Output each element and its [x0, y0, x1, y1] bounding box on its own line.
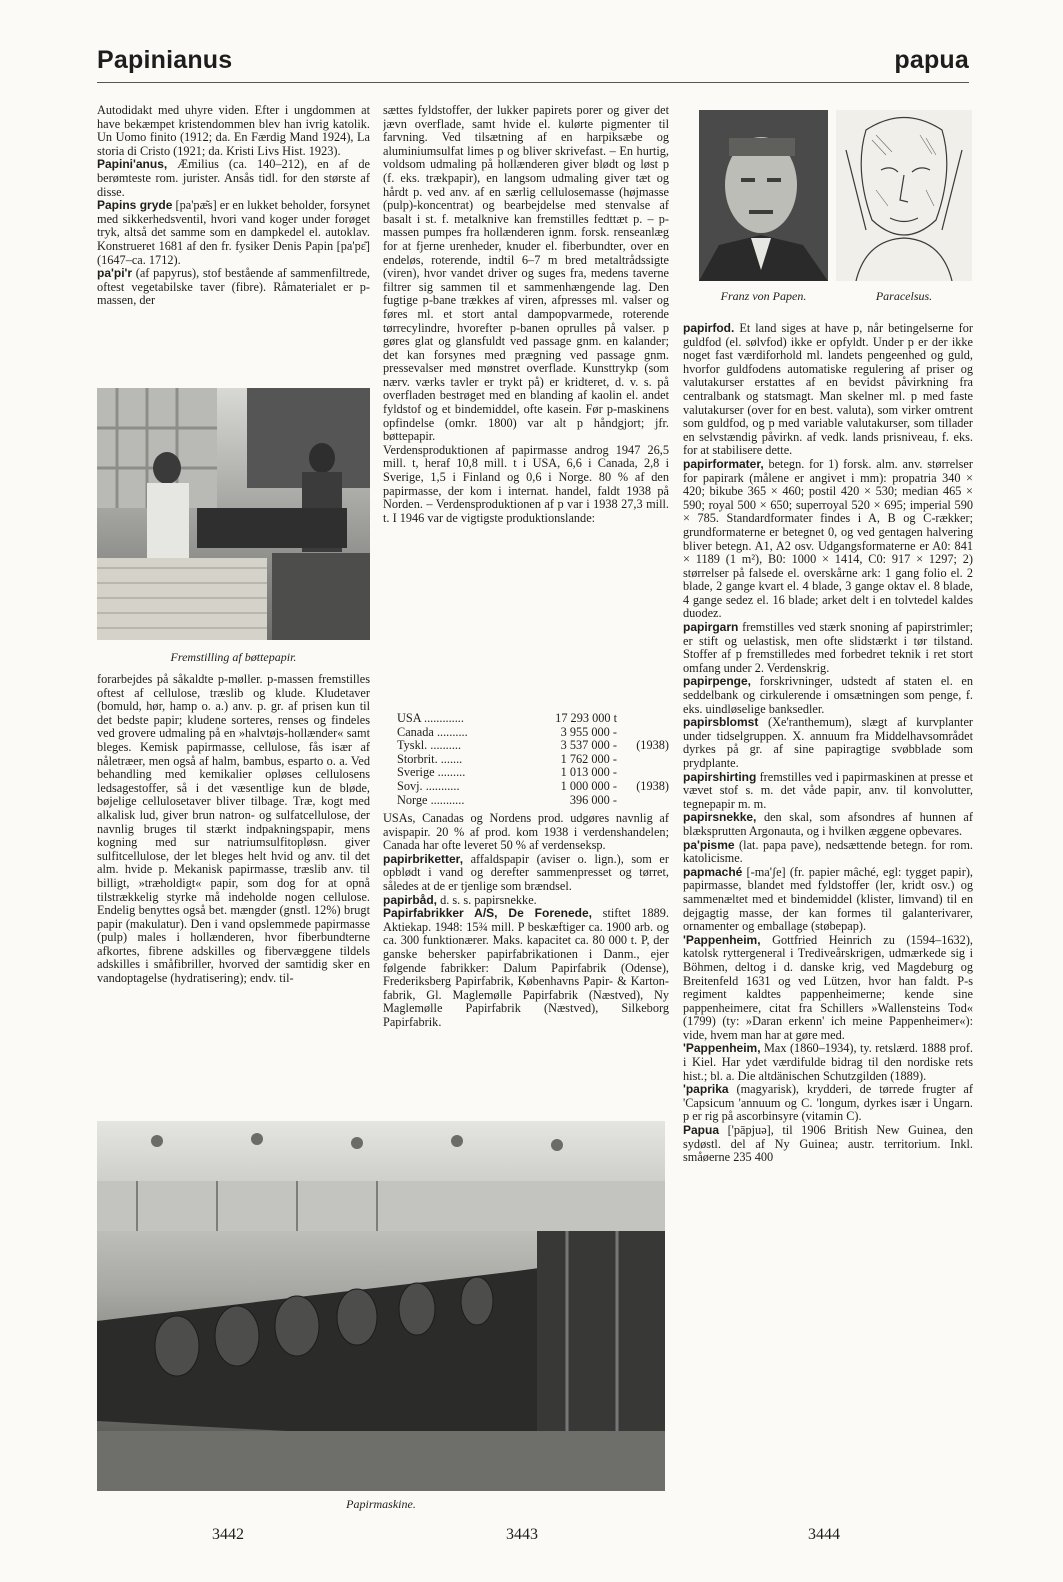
entry — [683, 322, 973, 458]
entry — [683, 1124, 973, 1165]
entry-text: Æmilius (ca. 140–212), en af de berømteste rom. jurister. Ansås tidl. for den største af disse. — [97, 157, 370, 199]
entry — [683, 1042, 973, 1083]
country-cell: Sovj. ........... — [397, 778, 460, 793]
entry-text: sættes fyldstoffer, der lukker papirets porer og giver det jævn overflade, samt hvide el. kulørte pigmenter til farvning. Ved tilsætning af en harpiksæbe og aluminiumsulfat limes p og bliver skrivefast. – En hurtig, voldsom udmaling på hollænderen giver blødt og løst p (f. eks. trækpapir), en langsom udmaling giver tæt og hårdt p. ved anv. af en særlig cellulosemasse (højmasse (pulp)-koncentrat) og bearbejdelse med stenvalse af basalt i st. f. metalknive kan fremstilles fedttæt p. – p-massen pumpes fra hollænderen ignm. forsk. renseanlæg for at fjerne urenheder, knuder el. fiberbundter, over en endeløs, roterende, indtil 6–7 m bred metaltrådssigte (viren), hvor vandet driver og suges fra, medens taverne filtrer sig sammen til et sammenhængende lag. Den fugtige p-bane trækkes af viren, afpresses ml. valser og føres ml. et stort antal dampopvarmede, roterende tørrecylindre, hvorefter p-banen oprulles på valser. p gøres glat og glansfuldt ved passage gnm. en kalander; det kan forsynes med prægning ved passage gnm. pressevalser med mønstret overflade. Kunsttrykp (som nærv. værks tavler er trykt på) er kridteret, d. v. s. på overfladen bestrøget med en blanding af kaolin el. andet fyldstof og et bindemiddel, ofte kasein. Før p-maskinens opfindelse (omkr. 1800) var alt p håndgjort; jfr. bøttepapir. — [383, 104, 669, 444]
entry-headword: papirbåd, — [383, 892, 438, 907]
entry-text: forarbejdes på såkaldte p-møller. p-massen fremstilles oftest af cellulose, træslib og klude. Kludetaver (bomuld, hør, hamp o. a.) anv. p. gr. af prisen kun til det bedste papir; kludene sorteres, renses og findeles ved grovere udmaling på en »halvtøjs-hollænder« samt bleges. Kemisk papirmasse, cellulose, fås især af nåletræer, men også af halm, bambus, esparto o. a. Ved behandling med kemikalier opløses cellulosens ledsagestoffer, så i det væsentlige kun de bløde, bøjelige cellulosetaver bliver tilbage. Træ, kogt med alkalisk lud, giver brun natron- og sulfatcellulose, der navnlig bruges til stærkt indpakningspapir, mens kogning med sur natriumsulfitopløsn. giver sulfitcellulose, der let bleges helt hvid og anv. til det alm. hvide p. Mekanisk papirmasse, træslib anv. til billigt, »træholdigt« papir, som dog for at opnå tilstrækkelig styrke må indeholde nogen cellulose. Endelig benyttes også bet. mængder (gnstl. 12%) brugt papir (makulatur). Den i vand opslemmede papirmasse (pulp) males i hollænderen, hvor fiberbundterne afkortes, fibrene adskilles og fibervæggene tildels adskilles i småfibriller, hvorved der samtidig sker en vandoptagelse (hydratisering); endv. til- — [97, 673, 370, 986]
entry-headword: 'paprika — [683, 1082, 729, 1097]
entry-text: Autodidakt med uhyre viden. Efter i ungdommen at have bekæmpet kristendommen blev han ivrig katolik. Un Uomo finito (1912; da. En Færdig Mand 1924), La storia di Cristo (1921; da. Kristi Livs Hist. 1923). — [97, 104, 370, 158]
entry — [383, 444, 669, 526]
column-3 — [683, 322, 973, 1512]
entry-headword: 'Pappenheim, — [683, 1041, 761, 1056]
portrait-paracelsus-image — [836, 110, 972, 281]
entry — [97, 104, 370, 158]
entry-text: stiftet 1889. Aktiekap. 1948: 15¾ mill. P beskæftiger ca. 1900 arb. og ca. 300 funktionærer. Maks. kapacitet ca. 80 000 t. P, der ganske behersker papirfabrikationen i Danm., ejer følgende fabrikker: Dalum Papirfabrik (Odense), Frederiksberg Papirfabrik, Københavns Papir- & Karton-fabrik, Gl. Maglemølle Papirfabrik (Næstved), Ny Maglemølle Papirfabrik (Næstved), Silkeborg Papirfabrik. — [383, 906, 669, 1029]
machine-photo-image — [97, 1121, 665, 1491]
entry-text: (af papyrus), stof bestående af sammenfiltrede, oftest vegetabilske taver (fibre). Råmaterialet er p-massen, der — [97, 266, 370, 308]
table-row — [397, 794, 669, 808]
entry — [383, 812, 669, 853]
year-cell — [623, 726, 669, 740]
entry-text: USAs, Canadas og Nordens prod. udgøres navnlig af avispapir. 20 % af prod. kom 1938 i verdenshandelen; Canada har ofte leveret 50 % af verdenseksp. — [383, 812, 669, 853]
country-cell: Norge ........... — [397, 792, 465, 807]
entry-headword: pa'pi'r — [97, 266, 133, 281]
entry-text: ['pāpjuə], til 1906 British New Guinea, den sydøstl. del af Ny Guinea; austr. territorium. Inkl. småøerne 235 400 — [683, 1123, 973, 1165]
value-cell: 396 000 - — [569, 792, 617, 807]
table-row — [397, 766, 669, 780]
entry-headword: papirbriketter, — [383, 851, 464, 866]
vat-caption: Fremstilling af bøttepapir. — [170, 650, 297, 664]
entry — [683, 716, 973, 770]
entry-headword: Papins gryde — [97, 198, 173, 213]
entry — [97, 158, 370, 199]
page-number-1: 3442 — [212, 1526, 244, 1543]
value-cell: 17 293 000 t — [555, 711, 617, 725]
year-cell — [623, 766, 669, 780]
year-cell: (1938) — [636, 778, 669, 793]
country-cell: Sverige ......... — [397, 765, 466, 780]
entry-headword: papirgarn — [683, 620, 739, 635]
machine-caption: Papirmaskine. — [346, 1497, 416, 1511]
entry-headword: papirfod. — [683, 322, 735, 335]
year-cell — [623, 794, 669, 808]
entry-headword: 'Pappenheim, — [683, 932, 761, 947]
value-cell: 3 955 000 - — [560, 724, 617, 739]
entry-headword: papirpenge, — [683, 674, 752, 689]
value-cell: 1 013 000 - — [560, 765, 617, 780]
machine-photo — [97, 1121, 665, 1491]
entry-headword: Papini'anus, — [97, 157, 168, 172]
entry-headword: papirformater, — [683, 456, 764, 471]
entry — [383, 104, 669, 444]
entry — [683, 866, 973, 934]
entry — [97, 673, 370, 986]
entry-text: fremstilles ved stærk snoning af papirstrimler; er stift og uelastisk, men ofte slidstærkt i tør tilstand. Stoffer af p fremstilledes med forbedret teknik i ret stort omfang under 2. Verdenskrig. — [683, 620, 973, 675]
entry-text: (lat. papa pave), nedsættende betegn. for rom. katolicisme. — [683, 837, 973, 866]
year-cell: (1938) — [636, 738, 669, 753]
column-2-top — [383, 104, 669, 716]
value-cell: 3 537 000 - — [560, 738, 617, 753]
country-cell: USA ............. — [397, 711, 464, 725]
entry — [683, 675, 973, 716]
country-cell: Storbrit. ....... — [397, 751, 463, 766]
entry-headword: Papirfabrikker A/S, De Forenede, — [383, 906, 593, 921]
caption-papen: Franz von Papen. — [720, 289, 807, 303]
entry-text: Et land siges at have p, når betingelserne for guldfod (el. sølvfod) ikke er opfyldt. Under p er der ikke noget fast værdiforhold ml. landets pengeenhed og guld, hvorfor guldfodens automatiske regulering af priser og valutakurser erstattes af en bevidst påvirkning fra centralbank og statsmagt. Man skelner ml. p med faste valutakurser (over for en best. valuta), som virker omtrent som guldfod, og p med variable valutakurser, som tillader en selvstændig påvirkn. af vedk. lands prisniveau, f. eks. for at stabilisere dette. — [683, 322, 973, 458]
page-number-2: 3443 — [506, 1526, 538, 1543]
header-rule — [97, 82, 969, 83]
table-row — [397, 753, 669, 767]
entry-text: affaldspapir (aviser o. lign.), som er opblødt i vand og derefter sammenpresset og tørret, således at de er tjenlige som brændsel. — [383, 851, 669, 893]
column-1-top — [97, 104, 370, 384]
table-row — [397, 780, 669, 794]
vat-photo — [97, 388, 370, 640]
page-number-3: 3444 — [808, 1526, 840, 1543]
entry-text: den skal, som afsondres af hunnen af blæksprutten Argonauta, og i hvilken æggene opbevares. — [683, 810, 973, 838]
column-2-bottom — [383, 812, 669, 1112]
entry — [683, 458, 973, 621]
year-cell — [623, 753, 669, 767]
table-row — [397, 739, 669, 753]
table-row — [397, 726, 669, 740]
value-cell: 1 762 000 - — [560, 751, 617, 766]
entry — [683, 839, 973, 866]
entry-text: Max (1860–1934), ty. retslærd. 1888 prof. i Kiel. Har ydet værdifulde bidrag til den nordiske rets hist.; bl. a. Die altdänischen Schutzgilden (1889). — [683, 1041, 973, 1083]
entry — [683, 771, 973, 812]
entry — [97, 199, 370, 267]
entry — [683, 811, 973, 838]
entry — [383, 894, 669, 908]
entry — [383, 853, 669, 894]
production-table — [397, 712, 669, 807]
entry-headword: papmaché — [683, 864, 743, 879]
table-row — [397, 712, 669, 726]
country-cell: Canada .......... — [397, 724, 468, 739]
country-cell: Tyskl. .......... — [397, 738, 462, 753]
entry-text: (magyarisk), krydderi, de tørrede frugter af 'Capsicum 'annuum og C. 'longum, dyrkes især i Ungarn. p er rig på ascorbinsyre (vitamin C). — [683, 1082, 973, 1124]
entry-headword: papirshirting — [683, 769, 757, 784]
entry-text: [-ma'ʃe] (fr. papier mâché, egl: tygget papir), papirmasse, blandet med fyldstoffer (ler, kridt osv.) og sammenæltet med et bindemiddel (klister, limvand) til en dejgagtig masse, der kan formes til galanterivarer, ornamenter og emballage (støbepap). — [683, 864, 973, 934]
entry — [383, 907, 669, 1029]
year-cell — [623, 712, 669, 726]
entry-headword: papirsnekke, — [683, 810, 757, 825]
entry — [683, 1083, 973, 1124]
entry-text: Gottfried Heinrich zu (1594–1632), katolsk ryttergeneral i Trediveårskrigen, udmærkede sig i Böhmen, deltog i d. danske krig, ved Magdeburg og Breitenfeld 1631 og ved Lützen, hvor han faldt. P-s regiment kaldtes pappenheimerne; kende sine pappenheimere, citat fra Schillers »Wallensteins Tod« (1799) (ty: »Daran erkenn' ich meine Pappenheimer«): vide, hvem man har at gøre med. — [683, 932, 973, 1042]
value-cell: 1 000 000 - — [560, 778, 617, 793]
column-1-bottom — [97, 673, 370, 1113]
vat-photo-image — [97, 388, 370, 640]
portrait-paracelsus — [836, 110, 972, 281]
entry-headword: pa'pisme — [683, 837, 735, 852]
entry-headword: Papua — [683, 1123, 720, 1138]
entry — [683, 621, 973, 675]
running-head-left: Papinianus — [97, 46, 233, 74]
entry-text: Verdensproduktionen af papirmasse androg 1947 26,5 mill. t, heraf 10,8 mill. t i USA, 6,6 i Canada, 2,8 i Sverige, 1,5 i Finland og 0,6 i Norge. 80 % af den papirmasse, der kom i internat. handel, faldt 1938 på Norden. – Verdensproduktionen af p var i 1938 27,3 mill. t. I 1946 var de vigtigste produktionslande: — [383, 442, 669, 525]
entry-text: (Xe'ranthemum), slægt af kurvplanter under tidselgruppen. X. annuum fra Middelhavsområdet dyrkes på gr. af sine papiragtige svøbblade som prydplante. — [683, 715, 973, 770]
portrait-papen-image — [699, 110, 828, 281]
portrait-papen — [699, 110, 828, 281]
entry-headword: papirsblomst — [683, 715, 759, 730]
production-table-wrap — [397, 712, 669, 807]
entry-text: betegn. for 1) forsk. alm. anv. størrelser for papirark (målene er angivet i mm): propatria 340 × 420; bikube 365 × 460; postil 420 × 530; median 465 × 590; royal 500 × 650; superroyal 520 × 695; imperial 590 × 785. Standardformater findes i A, B og C-rækker; grundformaterne er betegnet 0, og ved gentagen halvering bliver betegn. A1, A2 osv. Udgangsformaterne er A0: 841 × 1189 (1 m²), B0: 1000 × 1414, C0: 917 × 1297; 2) størrelser på falsede el. overskårne ark: 1 gang folio el. 2 blade, 2 gange kvart el. 4 blade, 3 gange oktav el. 8 blade, 4 gange sedez el. 16 blade; arket delt i en tolvtedel kaldes duodez. — [683, 456, 973, 621]
entry-text: forskrivninger, udstedt af staten el. en seddelbank og cirkulerende i omsætningen som penge, f. eks. uindløselige banksedler. — [683, 674, 973, 716]
caption-paracelsus: Paracelsus. — [875, 289, 933, 303]
entry-text: d. s. s. papirsnekke. — [437, 892, 537, 907]
entry-text: fremstilles ved i papirmaskinen at presse et vævet stof s. m. det våde papir, anv. til konvolutter, tegnepapir m. m. — [683, 769, 973, 811]
entry — [97, 267, 370, 308]
running-head-right: papua — [894, 46, 969, 74]
entry — [683, 934, 973, 1043]
entry-text: [pa'pæ͂s] er en lukket beholder, forsynet med sikkerhedsventil, hvori vand koger under forøget tryk, altså det samme som en dampkedel el. autoklav. Konstrueret 1681 af den fr. fysiker Denis Papin [pa'pɛ͂] (1647–ca. 1712). — [97, 198, 370, 267]
